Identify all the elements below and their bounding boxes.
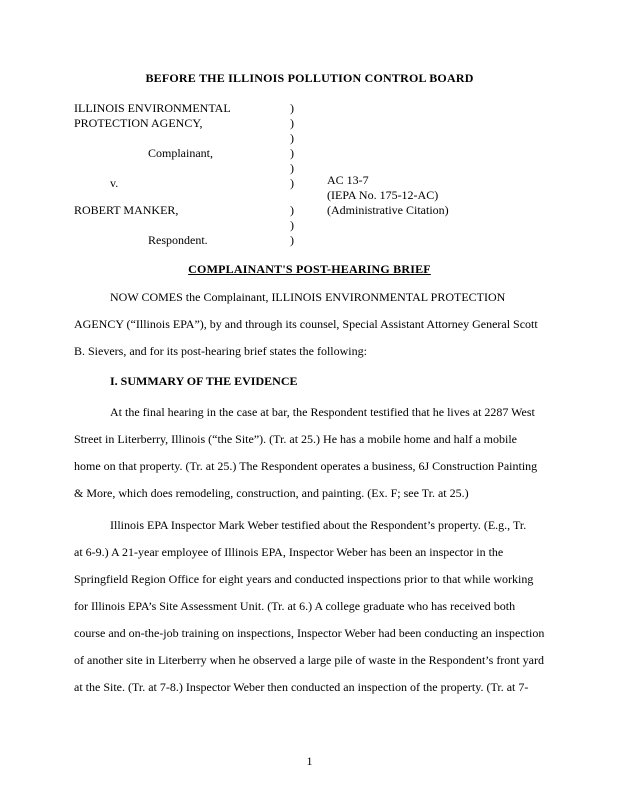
caption-bracket: ) xyxy=(290,176,294,190)
text-line: home on that property. (Tr. at 25.) The Respondent operates a business, 6J Construction Painting xyxy=(74,459,538,473)
text-line: Street in Literberry, Illinois (“the Site”). (Tr. at 25.) He has a mobile home and half a mobile xyxy=(74,432,517,446)
caption-party-line: ROBERT MANKER, xyxy=(74,203,179,217)
caption-bracket: ) xyxy=(290,233,294,247)
page-number: 1 xyxy=(306,754,313,768)
text-line: of another site in Literberry when he observed a large pile of waste in the Respondent’s front yard xyxy=(74,653,544,667)
caption-party-role: Respondent. xyxy=(148,233,208,247)
caption-versus: v. xyxy=(110,176,119,190)
section-heading: I. SUMMARY OF THE EVIDENCE xyxy=(110,374,298,388)
intro-paragraph xyxy=(74,284,554,365)
caption-bracket: ) xyxy=(290,101,294,115)
text-line: B. Sievers, and for its post-hearing brief states the following: xyxy=(74,344,367,358)
caption-bracket: ) xyxy=(290,218,294,232)
text-line: at the Site. (Tr. at 7-8.) Inspector Weber then conducted an inspection of the property. (Tr. at 7- xyxy=(74,680,529,694)
iepa-number: (IEPA No. 175-12-AC) xyxy=(327,188,439,202)
text-line: course and on-the-job training on inspections, Inspector Weber had been conducting an inspection xyxy=(74,626,545,640)
brief-title: COMPLAINANT'S POST-HEARING BRIEF xyxy=(188,262,431,276)
summary-paragraph-2 xyxy=(74,512,554,701)
caption-party-line: PROTECTION AGENCY, xyxy=(74,116,203,130)
caption-party-line: ILLINOIS ENVIRONMENTAL xyxy=(74,101,231,115)
text-line: Illinois EPA Inspector Mark Weber testified about the Respondent’s property. (E.g., Tr. xyxy=(110,518,527,532)
text-line: & More, which does remodeling, construction, and painting. (Ex. F; see Tr. at 25.) xyxy=(74,486,469,500)
case-number: AC 13-7 xyxy=(327,173,369,187)
caption-bracket: ) xyxy=(290,203,294,217)
caption-bracket: ) xyxy=(290,161,294,175)
caption-bracket: ) xyxy=(290,131,294,145)
text-line: NOW COMES the Complainant, ILLINOIS ENVIRONMENTAL PROTECTION xyxy=(110,290,506,304)
text-line: At the final hearing in the case at bar, the Respondent testified that he lives at 2287 West xyxy=(110,405,535,419)
caption-bracket: ) xyxy=(290,116,294,130)
board-title: BEFORE THE ILLINOIS POLLUTION CONTROL BOARD xyxy=(145,71,474,85)
text-line: Springfield Region Office for eight years and conducted inspections prior to that while working xyxy=(74,572,534,586)
text-line: for Illinois EPA’s Site Assessment Unit. (Tr. at 6.) A college graduate who has received both xyxy=(74,599,516,613)
caption-bracket: ) xyxy=(290,146,294,160)
text-line: at 6-9.) A 21-year employee of Illinois EPA, Inspector Weber has been an inspector in the xyxy=(74,545,504,559)
caption-party-role: Complainant, xyxy=(148,146,213,160)
case-type: (Administrative Citation) xyxy=(327,203,449,217)
text-line: AGENCY (“Illinois EPA”), by and through its counsel, Special Assistant Attorney General Scott xyxy=(74,317,538,331)
summary-paragraph-1 xyxy=(74,399,554,507)
